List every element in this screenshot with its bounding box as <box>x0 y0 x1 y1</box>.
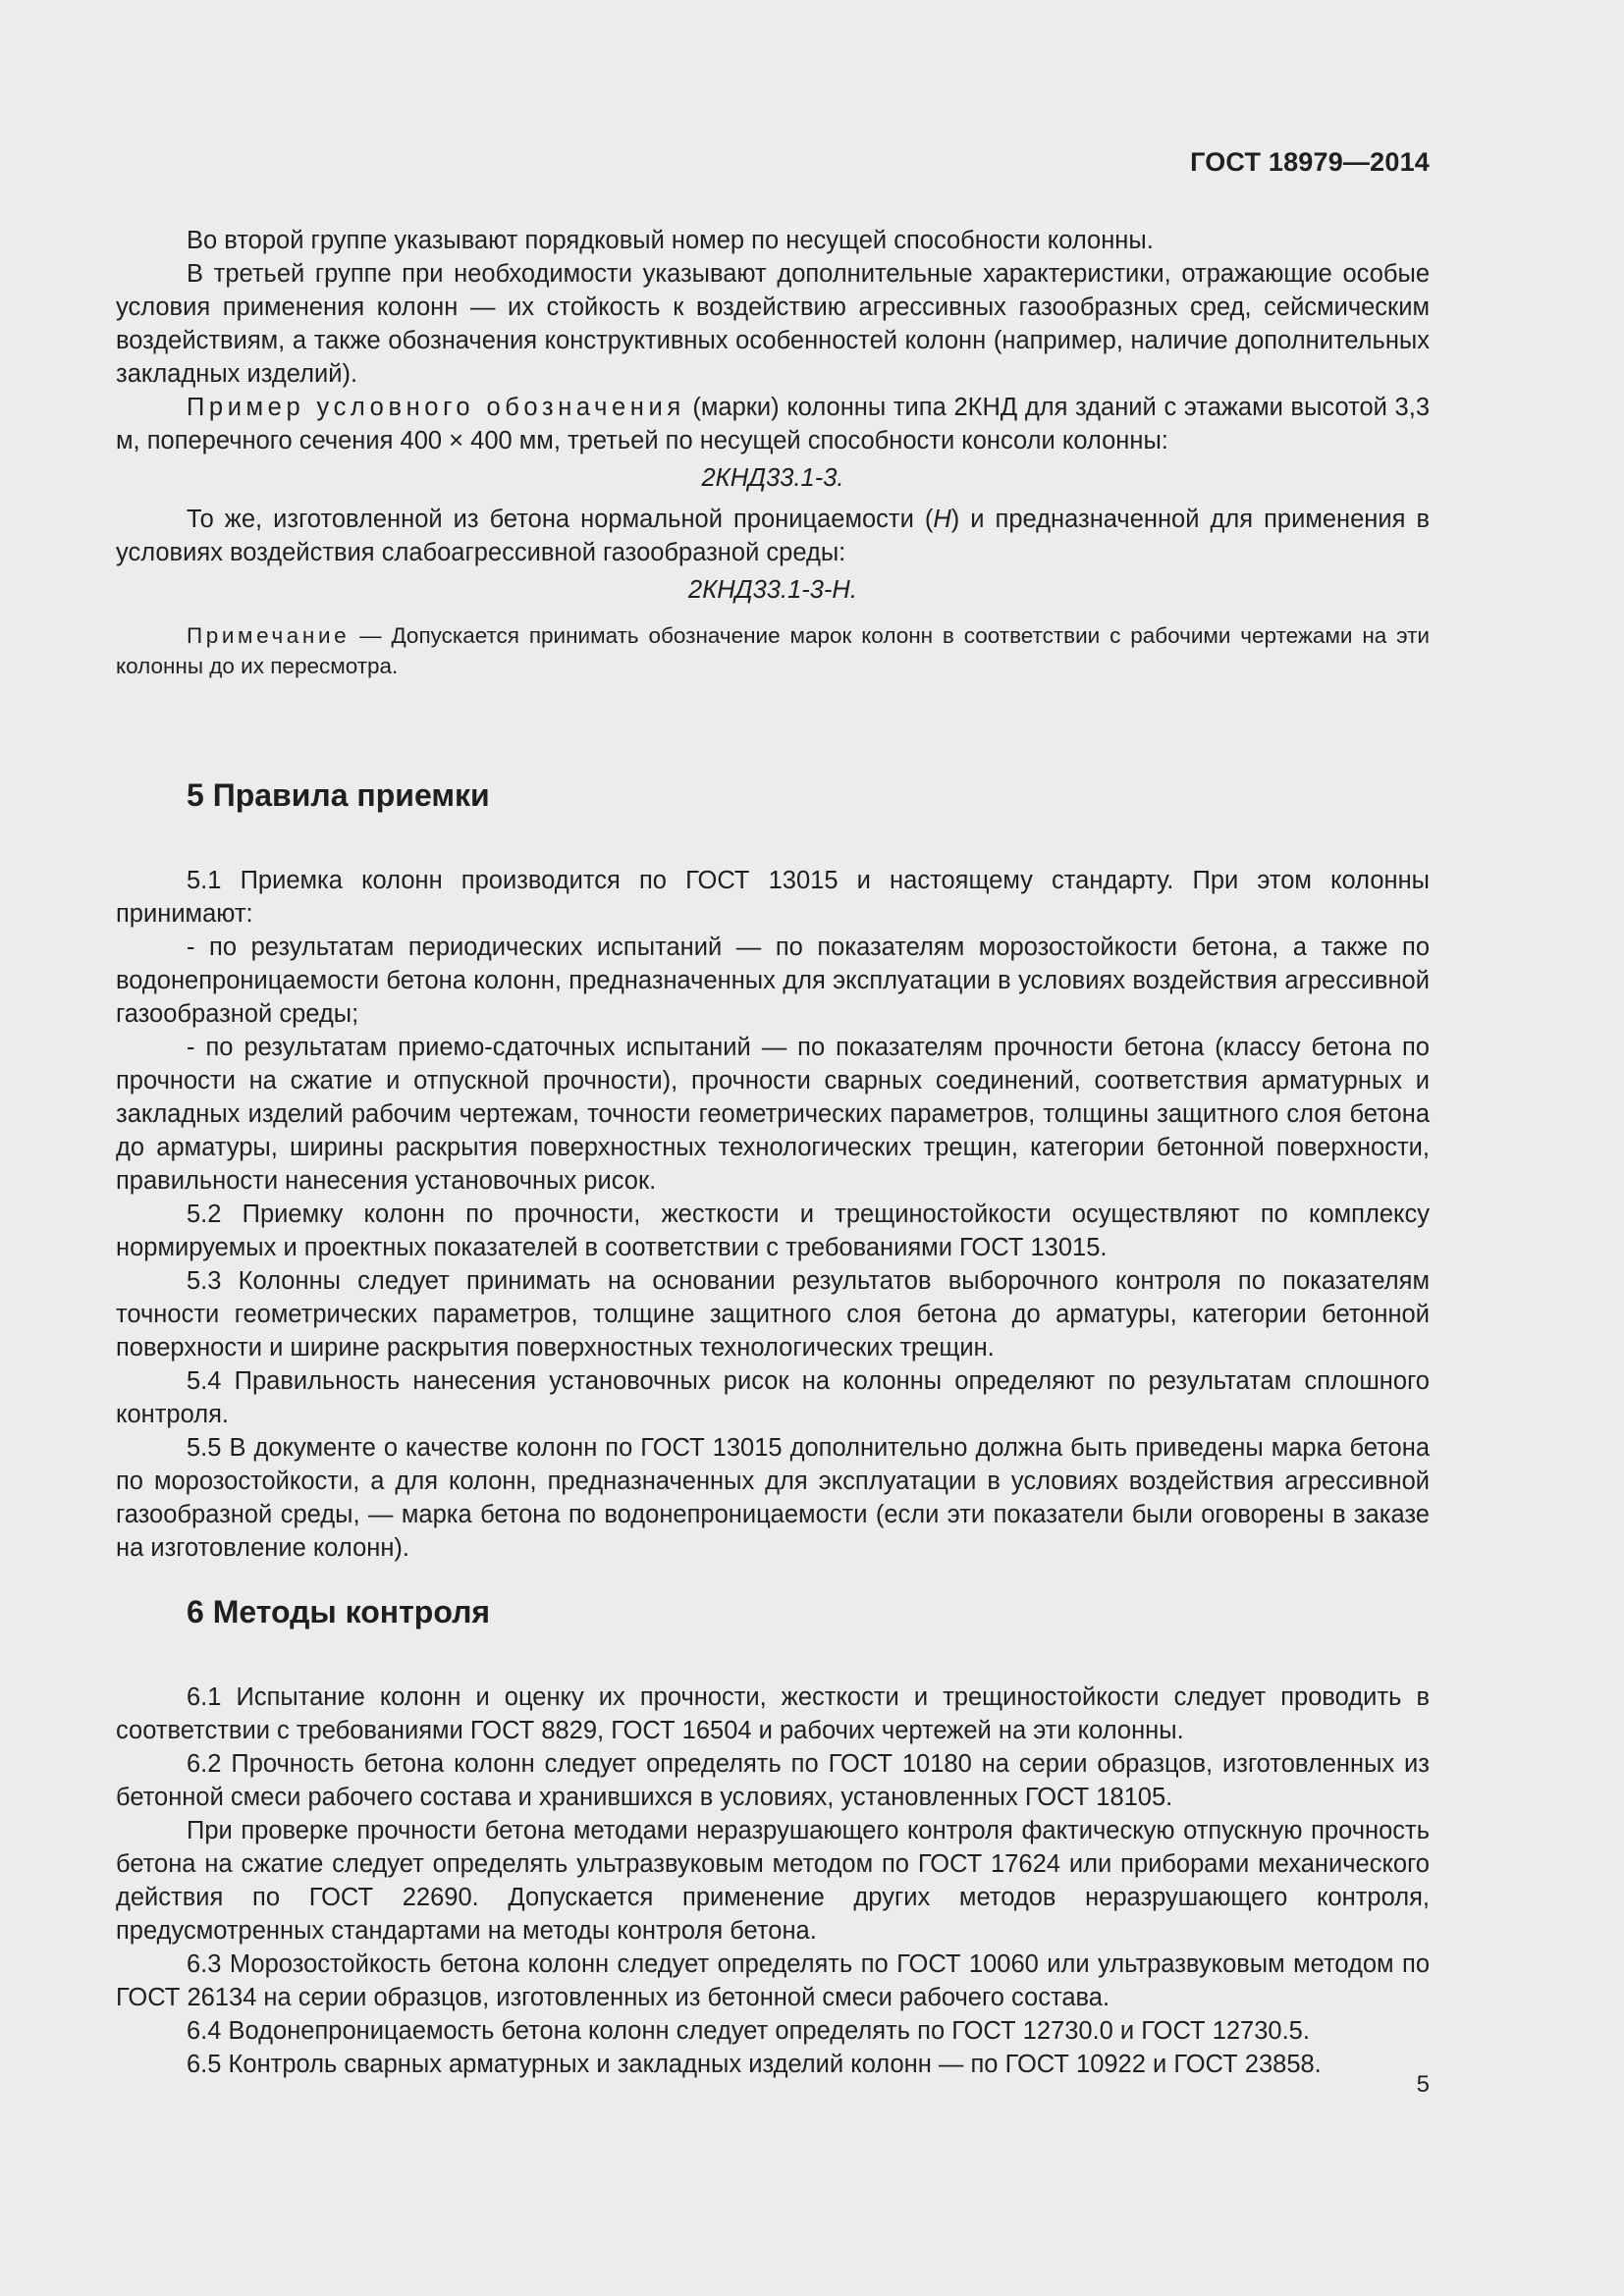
section-6 <box>116 1592 1430 2081</box>
note-text: — Допускается принимать обозначение марок колонн в соответствии с рабочими чертежами на эти колонны до их пересмотра. <box>116 623 1430 678</box>
paragraph: 6.1 Испытание колонн и оценку их прочности, жесткости и трещиностойкости следует проводить в соответствии с требованиями ГОСТ 8829, ГОСТ 16504 и рабочих чертежей на эти колонны. <box>116 1683 1430 1744</box>
note-label: Примечание <box>187 623 351 648</box>
paragraph: 5.5 В документе о качестве колонн по ГОСТ 13015 дополнительно должна быть приведены марка бетона по морозостойкости, а для колонн, предназначенных для эксплуатации в условиях воздействия агрессивной газообразной среды, — марка бетона по водонепроницаемости (если эти показатели были оговорены в заказе на изготовление колонн). <box>116 1434 1430 1562</box>
italic-symbol: Н <box>933 506 951 533</box>
intro-block <box>116 224 1430 681</box>
example-text: (марки) колонны типа 2КНД для зданий с этажами высотой 3,3 м, поперечного сечения 400 × 400 мм, третьей по несущей способности консоли колонны: <box>116 394 1430 454</box>
paragraph: 5.2 Приемку колонн по прочности, жесткости и трещиностойкости осуществляют по комплексу нормируемых и проектных показателей в соответствии с требованиями ГОСТ 13015. <box>116 1201 1430 1261</box>
paragraph: 5.3 Колонны следует принимать на основании результатов выборочного контроля по показателям точности геометрических параметров, толщине защитного слоя бетона до арматуры, категории бетонной поверхности и ширине раскрытия поверхностных технологических трещин. <box>116 1267 1430 1362</box>
document-page <box>116 0 1430 2296</box>
paragraph: 6.5 Контроль сварных арматурных и закладных изделий колонн — по ГОСТ 10922 и ГОСТ 23858. <box>187 2051 1322 2078</box>
paragraph: 6.4 Водонепроницаемость бетона колонн следует определять по ГОСТ 12730.0 и ГОСТ 12730.5. <box>187 2017 1310 2045</box>
section-title: 5 Правила приемки <box>187 777 490 813</box>
paragraph: Во второй группе указывают порядковый номер по несущей способности колонны. <box>187 227 1154 254</box>
example-label: Пример условного обозначения <box>187 394 685 421</box>
paragraph: 5.1 Приемка колонн производится по ГОСТ 13015 и настоящему стандарту. При этом колонны принимают: <box>116 867 1430 928</box>
section-5 <box>116 775 1430 1565</box>
note-paragraph <box>116 620 1430 681</box>
paragraph: В третьей группе при необходимости указывают дополнительные характеристики, отражающие особые условия применения колонн — их стойкость к воздействию агрессивных газообразных сред, сейсмическим воздействиям, а также обозначения конструктивных особенностей колонн (например, наличие дополнительных закладных изделий). <box>116 260 1430 388</box>
document-code-header: ГОСТ 18979—2014 <box>1190 147 1430 177</box>
paragraph: 6.2 Прочность бетона колонн следует определять по ГОСТ 10180 на серии образцов, изготовленных из бетонной смеси рабочего состава и хранившихся в условиях, установленных ГОСТ 18105. <box>116 1750 1430 1811</box>
page-number: 5 <box>1416 2071 1430 2098</box>
paragraph: При проверке прочности бетона методами неразрушающего контроля фактическую отпускную прочность бетона на сжатие следует определять ультразвуковым методом по ГОСТ 17624 или приборами механического действия по ГОСТ 22690. Допускается применение других методов неразрушающего контроля, предусмотренных стандартами на методы контроля бетона. <box>116 1817 1430 1945</box>
paragraph: 6.3 Морозостойкость бетона колонн следует определять по ГОСТ 10060 или ультразвуковым методом по ГОСТ 26134 на серии образцов, изготовленных из бетонной смеси рабочего состава. <box>116 1950 1430 2011</box>
text-run: То же, изготовленной из бетона нормальной проницаемости ( <box>187 506 934 533</box>
paragraph <box>116 503 1430 569</box>
paragraph: - по результатам периодических испытаний — по показателям морозостойкости бетона, а также по водонепроницаемости бетона колонн, предназначенных для эксплуатации в условиях воздействия агрессивной газообразной среды; <box>116 934 1430 1028</box>
paragraph: - по результатам приемо-сдаточных испытаний — по показателям прочности бетона (классу бетона по прочности на сжатие и отпускной прочности), прочности сварных соединений, соответствия арматурных и закладных изделий рабочим чертежам, точности геометрических параметров, толщины защитного слоя бетона до арматуры, ширины раскрытия поверхностных технологических трещин, категории бетонной поверхности, правильности нанесения установочных рисок. <box>116 1034 1430 1195</box>
example-mark: 2КНД33.1-3-Н. <box>688 576 857 604</box>
text-run: ) и предназначенной для применения в условиях воздействия слабоагрессивной газообразной среды: <box>116 506 1430 566</box>
example-paragraph <box>116 391 1430 457</box>
paragraph: 5.4 Правильность нанесения установочных рисок на колонны определяют по результатам сплошного контроля. <box>116 1367 1430 1428</box>
example-mark: 2КНД33.1-3. <box>701 464 844 492</box>
section-title: 6 Методы контроля <box>187 1594 491 1629</box>
